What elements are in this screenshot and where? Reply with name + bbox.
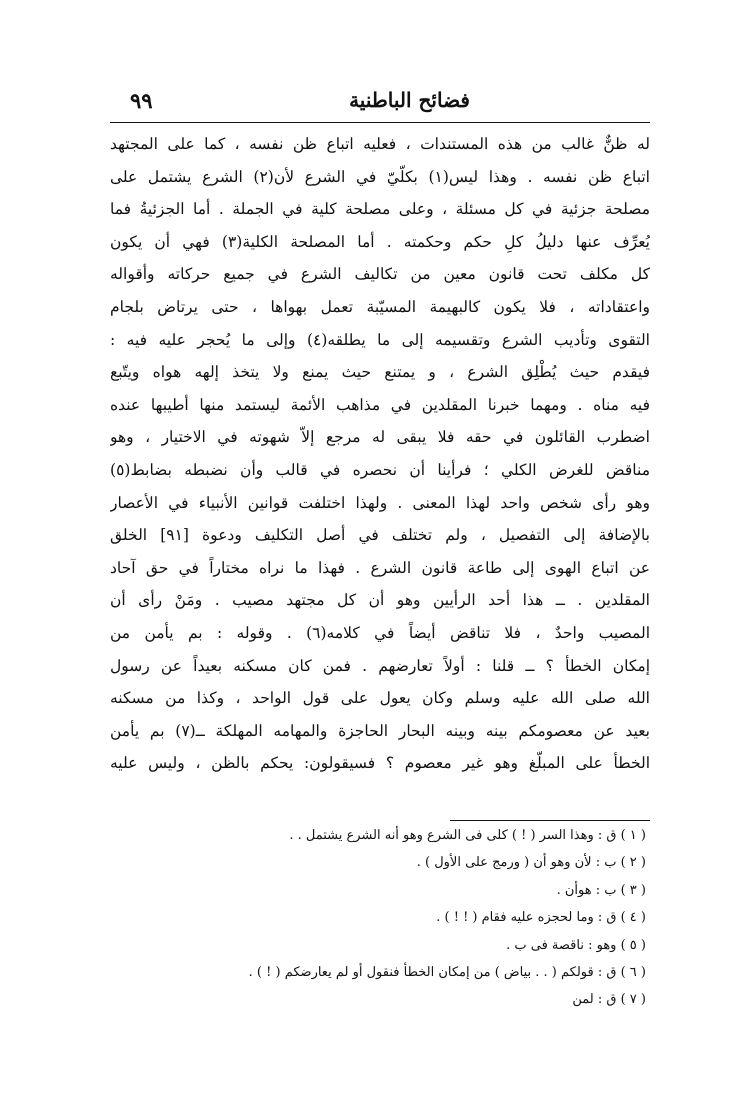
footnote: ( ٤ ) ق : وما لحجزه عليه فقام ( ! ! ) . xyxy=(436,910,646,926)
page-number: ٩٩ xyxy=(130,88,153,113)
footnote: ( ٢ ) ب : لأن وهو أن ( ورمج على الأول ) . xyxy=(416,855,646,871)
footnote: ( ٦ ) ق : قولكم ( . . بياض ) من إمكان الخطأ فنقول أو لم يعارضكم ( ! ) . xyxy=(248,964,646,980)
text-line: وهو رأى شخص واحد لهذا المعنى . ولهذا اختلفت قوانين الأنبياء في الأعصار xyxy=(110,493,650,512)
text-line: التقوى وتأديب الشرع وتقسيمه إلى ما يطلقه(٤) وإلى ما يُحجر عليه فيه : xyxy=(110,330,650,349)
running-title: فضائح الباطنية xyxy=(349,88,470,112)
text-line: بعيد عن معصومكم بينه وبينه البحار الحاجزة والمهامه المهلكة ــ(٧) بم يأمن xyxy=(110,721,650,740)
footnote: ( ٥ ) وهو : ناقصة فى ب . xyxy=(506,937,646,953)
text-line: واعتقاداته ، فلا يكون كالبهيمة المسيّبة تعمل بهواها ، حتى يرتاض بلجام xyxy=(110,297,650,316)
text-line: مناقض للغرض الكلي ؛ فرأينا أن نحصره في قالب وأن نضبطه بضابط(٥) xyxy=(110,460,650,479)
text-line: فيقدم حيث يُطْلِق الشرع ، و يمتنع حيث يمنع ولا يتخذ إلهه هواه ويتّبع xyxy=(110,363,650,382)
text-line: كل مكلف تحت قانون معين من تكاليف الشرع في جميع حركاته وأقواله xyxy=(110,265,650,284)
text-line: له ظنٌّ غالب من هذه المستندات ، فعليه اتباع ظن نفسه ، كما على المجتهد xyxy=(110,135,650,153)
text-line: إمكان الخطأ ؟ ــ قلنا : أولاً تعارضهم . فمن كان مسكنه بعيداً عن رسول xyxy=(110,656,650,675)
text-line: فيه مناه . ومهما خبرنا المقلدين في مذاهب الأئمة ليستمد منها أطيبها عنده xyxy=(110,395,650,414)
footnote: ( ٣ ) ب : هوأن . xyxy=(556,882,646,898)
footnote: ( ٧ ) ق : لمن xyxy=(572,992,646,1008)
text-line: اتباع ظن نفسه . وهذا ليس(١) بكلّيّ في الشرع لأن(٢) الشرع يشتمل على xyxy=(110,167,650,186)
text-line: عن اتباع الهوى إلى طاعة قانون الشرع . فهذا ما نراه مختاراً في حق آحاد xyxy=(110,558,650,577)
text-line: يُعرِّف عنها دليلُ كلِ حكم وحكمته . أما المصلحة الكلية(٣) فهي أن يكون xyxy=(110,232,650,251)
text-line: اضطرب القائلون في حقه فلا يبقى له مرجع إلاّ شهوته في الاختيار ، وهو xyxy=(110,428,650,447)
text-line: الخطأ على المبلّغ وهو غير معصوم ؟ فسيقولون: يحكم بالظن ، وليس عليه xyxy=(110,754,650,773)
footnotes xyxy=(126,822,646,1014)
main-text xyxy=(110,128,650,780)
page-header xyxy=(110,88,650,118)
text-line: بالإضافة إلى التفصيل ، ولم تختلف في أصل التكليف ودعوة [٩١] الخلق xyxy=(110,526,650,545)
footnote: ( ١ ) ق : وهذا السر ( ! ) كلى فى الشرع وهو أنه الشرع يشتمل . . xyxy=(289,828,646,843)
footnote-rule xyxy=(450,820,650,821)
text-line: الله صلى الله عليه وسلم وكان يعول على قول الواحد ، وكذا من مسكنه xyxy=(110,689,650,708)
header-rule xyxy=(110,122,650,123)
text-line: مصلحة جزئية في كل مسئلة ، وعلى مصلحة كلية في الجملة . أما الجزئيةُ فما xyxy=(110,200,650,219)
text-line: المصيب واحدٌ ، فلا تناقض أيضاً في كلامه(٦) . وقوله : بم يأمن من xyxy=(110,623,650,642)
text-line: المقلدين . ــ هذا أحد الرأيين وهو أن كل مجتهد مصيب . ومَنْ رأى أن xyxy=(110,591,650,610)
